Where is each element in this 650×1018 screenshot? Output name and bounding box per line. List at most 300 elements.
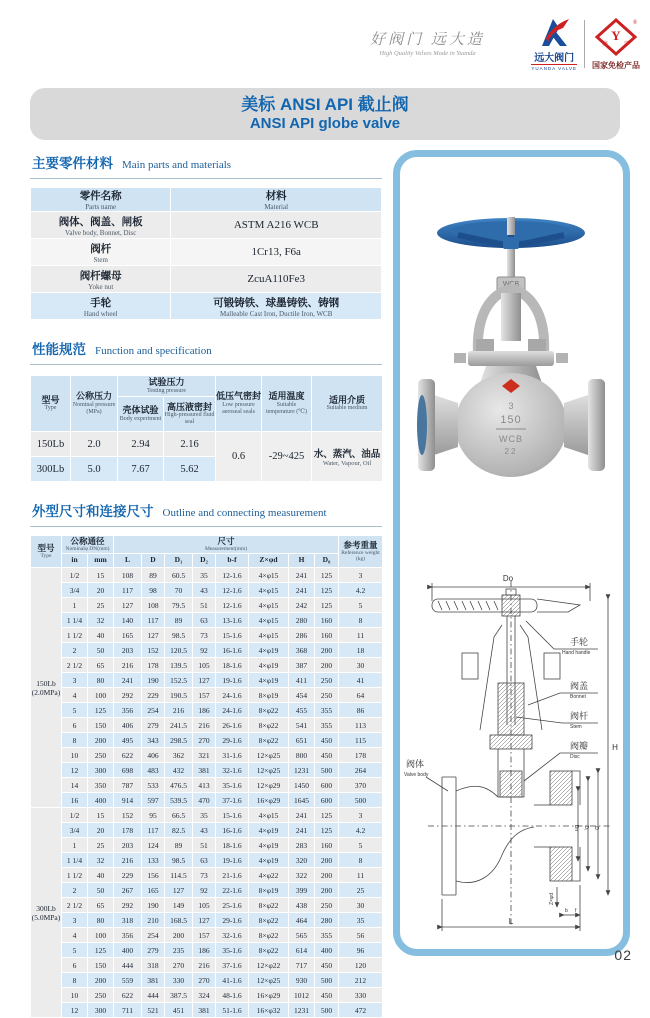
dims-cell: 14 [62,778,88,793]
dims-cell: 500 [315,973,339,988]
dims-cell: 8 [339,853,383,868]
yuanda-logo [531,16,577,71]
dims-cell: 65 [88,898,114,913]
dims-cell: 125 [315,598,339,613]
dims-cell: 356 [114,928,142,943]
svg-text:Y: Y [611,27,621,43]
handwheel-label-en: Hand handle [562,650,591,656]
dims-cell: 41 [339,673,383,688]
dims-cell: 200 [315,868,339,883]
dims-cell: 40 [88,628,114,643]
header-logos [531,16,640,71]
dims-cell: 229 [114,868,142,883]
yuanda-logo-name-cn: 远大阀门 [534,53,575,64]
dims-cell: 330 [165,973,193,988]
dims-cell: 190.5 [165,688,193,703]
dims-cell: 79.5 [165,598,193,613]
dims-cell: 92 [193,883,216,898]
dims-cell: 438 [289,898,315,913]
dims-cell: 30 [339,898,383,913]
dims-cell: 35 [193,568,216,583]
dims-cell: 500 [315,763,339,778]
dims-subcol-D: D [142,554,165,568]
dims-cell: 203 [114,643,142,658]
dims-cell: 12-1.6 [216,583,249,598]
dims-cell: 559 [114,973,142,988]
dims-cell: 117 [142,823,165,838]
dims-cell: 254 [142,928,165,943]
dims-cell: 200 [315,883,339,898]
dims-cell: 1450 [289,778,315,793]
materials-row [31,293,382,320]
dims-cell: 651 [289,733,315,748]
dims-cell: 127 [193,913,216,928]
dims-subcol-zd: Z×φd [249,554,289,568]
dims-cell: 254 [142,703,165,718]
dims-cell: 160 [315,628,339,643]
dims-cell: 2 [62,883,88,898]
dims-cell: 267 [114,883,142,898]
dims-cell: 190 [142,673,165,688]
dims-cell: 450 [315,988,339,1003]
dims-cell: 500 [315,1003,339,1018]
dims-cell: 1 1/2 [62,628,88,643]
disc-label-cn: 阀瓣 [570,741,589,751]
dims-cell: 165 [114,628,142,643]
dims-cell: 32-1.6 [216,763,249,778]
dims-cell: 12×φ29 [249,778,289,793]
dims-subcol-L: L [114,554,142,568]
dims-cell: 125 [315,568,339,583]
dims-cell: 521 [142,1003,165,1018]
dims-cell: 300 [88,1003,114,1018]
spec-col-body-test: 壳体试验 Body experiment [118,397,164,432]
dims-cell: 105 [193,658,216,673]
dims-cell: 37-1.6 [216,958,249,973]
dim-dn-label: Dn [573,824,579,832]
dims-row [31,853,383,868]
dims-group-label: 300Lb (5.0MPa) [31,808,62,1018]
dims-cell: 370 [339,778,383,793]
dims-cell: 4×φ19 [249,823,289,838]
dims-cell: 8×φ22 [249,913,289,928]
dims-row [31,643,383,658]
dims-cell: 89 [142,568,165,583]
dims-cell: 210 [142,913,165,928]
dims-cell: 242 [289,598,315,613]
spec-cell: 7.67 [118,457,164,482]
dims-cell: 125 [315,808,339,823]
materials-row [31,239,382,266]
dims-cell: 56 [339,928,383,943]
spec-cell: 2.0 [71,432,118,457]
dims-cell: 1645 [289,793,315,808]
dims-cell: 444 [114,958,142,973]
dims-cell: 120.5 [165,643,193,658]
brand-slogan [330,28,525,57]
dims-row [31,913,383,928]
dims-cell: 565 [289,928,315,943]
dims-cell: 5 [339,838,383,853]
dims-cell: 40 [88,868,114,883]
dims-subcol-in: in [62,554,88,568]
dims-row [31,823,383,838]
dims-cell: 464 [289,913,315,928]
dims-cell: 500 [339,793,383,808]
dims-cell: 8 [62,733,88,748]
dims-cell: 622 [114,988,142,1003]
dims-cell: 8×φ22 [249,898,289,913]
dims-row [31,928,383,943]
dims-cell: 292 [114,898,142,913]
dims-cell: 73 [193,868,216,883]
dims-cell: 2 1/2 [62,658,88,673]
gland-photo [501,293,521,341]
dims-cell: 29-1.6 [216,913,249,928]
dims-cell: 1231 [289,1003,315,1018]
dims-cell: 450 [315,748,339,763]
svg-text:150: 150 [500,414,522,426]
dims-col-measurement: 尺寸 Measurement(mm) [114,536,339,554]
dims-col-dn: 公称通径 Nominalφ DN(mm) [62,536,114,554]
materials-material-cell: 可锻铸铁、球墨铸铁、铸钢 Malleable Cast Iron, Ductile Iron, WCB [171,293,382,320]
dims-cell: 280 [315,913,339,928]
dims-cell: 1231 [289,763,315,778]
dims-cell: 127 [193,673,216,688]
dims-cell: 186 [193,943,216,958]
dims-cell: 20 [88,583,114,598]
dims-cell: 241 [289,568,315,583]
dims-cell: 60.5 [165,568,193,583]
dims-cell: 200 [88,973,114,988]
dims-cell: 406 [142,748,165,763]
dims-cell: 381 [142,973,165,988]
dimensions-table [30,535,383,1018]
dims-cell: 12×φ25 [249,748,289,763]
dims-cell: 476.5 [165,778,193,793]
dims-cell: 318 [142,958,165,973]
dims-cell: 31-1.6 [216,748,249,763]
dims-cell: 11 [339,628,383,643]
dims-cell: 717 [289,958,315,973]
dims-cell: 100 [88,688,114,703]
dims-cell: 43 [193,823,216,838]
dims-cell: 1/2 [62,568,88,583]
dims-cell: 4 [62,688,88,703]
dims-cell: 18-1.6 [216,658,249,673]
dims-cell: 160 [315,613,339,628]
dims-subcol-D1: D₁ [165,554,193,568]
dims-cell: 12 [62,1003,88,1018]
dims-cell: 48-1.6 [216,988,249,1003]
product-title-bar [30,88,620,140]
dim-zd-label: Z×φd [549,893,555,905]
dims-cell: 117 [114,583,142,598]
dims-cell: 8 [62,973,88,988]
dims-cell: 411 [289,673,315,688]
spec-cell: 300Lb [31,457,71,482]
materials-material-cell: ASTM A216 WCB [171,212,382,239]
spec-cell-temp: -29~425 [262,432,312,482]
dims-subcol-bf: b-f [216,554,249,568]
handwheel-label-cn: 手轮 [570,637,589,647]
dims-cell: 50 [88,643,114,658]
dims-row [31,703,383,718]
materials-row [31,266,382,293]
dims-row [31,958,383,973]
dims-cell: 18 [339,643,383,658]
dims-row [31,883,383,898]
dim-d-label: D [593,826,599,830]
dims-cell: 350 [88,778,114,793]
dims-cell: 43 [193,583,216,598]
dims-cell: 343 [142,733,165,748]
dims-cell: 160 [315,838,339,853]
dims-row [31,943,383,958]
dims-cell: 35 [193,808,216,823]
section-dimensions-header [30,496,382,527]
materials-col-material: 材料 Material [171,188,382,212]
dims-cell: 356 [114,703,142,718]
dims-cell: 12×φ25 [249,763,289,778]
dims-cell: 400 [88,793,114,808]
dims-cell: 6 [62,718,88,733]
slogan-chinese: 好阀门 远大造 [370,32,485,48]
dims-cell: 4×φ15 [249,628,289,643]
dims-cell: 200 [315,658,339,673]
dims-cell: 65 [88,658,114,673]
materials-part-cell: 阀杆螺母 Yoke nut [31,266,171,293]
dims-cell: 264 [339,763,383,778]
dims-cell: 114.5 [165,868,193,883]
dims-cell: 6 [62,958,88,973]
dims-cell: 4×φ22 [249,868,289,883]
dims-row [31,583,383,598]
spec-cell-air: 0.6 [216,432,262,482]
dims-cell: 4×φ19 [249,643,289,658]
dims-cell: 541 [289,718,315,733]
dims-cell: 157 [193,688,216,703]
dims-cell: 444 [142,988,165,1003]
dims-cell: 787 [114,778,142,793]
dims-cell: 25 [88,598,114,613]
dims-cell: 80 [88,913,114,928]
dims-cell: 13-1.6 [216,613,249,628]
spec-col-nominal-pressure: 公称压力 Nominal pressure (MPa) [71,376,118,432]
dims-row [31,793,383,808]
dims-cell: 270 [165,958,193,973]
dims-cell: 330 [339,988,383,1003]
dims-row [31,658,383,673]
section-spec-header [30,334,382,365]
dims-cell: 200 [315,643,339,658]
section-title-cn: 主要零件材料 [32,156,113,171]
section-title-en: Main parts and materials [122,159,232,171]
dims-row [31,838,383,853]
spec-row-150lb [31,432,383,457]
dims-cell: 35 [339,913,383,928]
dims-cell: 279 [142,943,165,958]
dims-subcol-D0: D₀ [315,554,339,568]
dims-cell: 41-1.6 [216,973,249,988]
dims-cell: 63 [193,853,216,868]
dims-cell: 600 [315,793,339,808]
dims-cell: 216 [114,853,142,868]
dims-cell: 455 [289,703,315,718]
dims-cell: 4 [62,928,88,943]
dims-cell: 3 [62,913,88,928]
dims-cell: 3/4 [62,583,88,598]
section-title-cn: 外型尺寸和连接尺寸 [32,504,154,519]
dims-cell: 279 [142,718,165,733]
dims-cell: 2 1/2 [62,898,88,913]
dims-cell: 1/2 [62,808,88,823]
dims-cell: 200 [165,928,193,943]
dims-row [31,718,383,733]
dims-cell: 1 1/2 [62,868,88,883]
dims-cell: 3/4 [62,823,88,838]
svg-text:亮: 亮 [601,41,609,48]
dims-cell: 216 [193,958,216,973]
dims-cell: 533 [142,778,165,793]
stem-label-en: Stem [570,724,582,730]
dims-cell: 19-1.6 [216,853,249,868]
dims-cell: 800 [289,748,315,763]
dims-cell: 280 [289,613,315,628]
svg-text:WCB: WCB [502,281,520,288]
dims-cell: 8×φ19 [249,688,289,703]
dims-cell: 63 [193,613,216,628]
dims-cell: 400 [315,943,339,958]
yuanda-logo-icon [534,16,574,48]
dims-cell: 89 [165,838,193,853]
dims-cell: 125 [315,583,339,598]
dims-cell: 16-1.6 [216,643,249,658]
dim-h-label: H [612,743,618,752]
dims-cell: 622 [114,748,142,763]
dims-subcol-mm: mm [88,554,114,568]
dims-cell: 127 [142,628,165,643]
dims-cell: 4.2 [339,583,383,598]
dims-cell: 115 [339,733,383,748]
valve-drawing [402,565,622,945]
dims-cell: 432 [165,763,193,778]
dims-cell: 399 [289,883,315,898]
stem-label-cn: 阀杆 [570,711,589,721]
dims-cell: 64 [339,688,383,703]
dim-b-label: b [565,908,568,914]
spec-col-testing-pressure: 试验压力 Testing pressure [118,376,216,397]
bonnet-photo [454,339,568,366]
spec-cell: 5.62 [164,457,216,482]
dims-cell: 11 [339,868,383,883]
product-image-panel [393,150,630,956]
dims-cell: 51 [193,838,216,853]
dims-cell: 241.5 [165,718,193,733]
dims-cell: 4×φ15 [249,568,289,583]
dims-cell: 8×φ19 [249,883,289,898]
valve-photo [410,193,613,523]
dims-cell: 930 [289,973,315,988]
dims-cell: 451 [165,1003,193,1018]
dims-cell: 600 [315,778,339,793]
dims-cell: 270 [193,733,216,748]
product-title-english: ANSI API globe valve [249,115,401,133]
dims-cell: 152.5 [165,673,193,688]
registered-mark: ® [632,19,638,26]
dims-cell: 178 [142,658,165,673]
dims-cell: 235 [165,943,193,958]
dims-cell: 5 [62,943,88,958]
dims-cell: 406 [114,718,142,733]
dims-cell: 95 [142,808,165,823]
svg-text:WCB: WCB [499,434,523,444]
materials-table [30,187,382,320]
dims-cell: 150 [88,958,114,973]
dims-cell: 2 [62,643,88,658]
dims-cell: 108 [142,598,165,613]
dims-cell: 156 [142,868,165,883]
dims-cell: 250 [88,988,114,1003]
dims-cell: 8×φ22 [249,703,289,718]
spec-cell: 2.94 [118,432,164,457]
body-label-cn: 阀体 [406,759,425,769]
dims-cell: 98.5 [165,853,193,868]
dims-cell: 203 [114,838,142,853]
dims-cell: 15-1.6 [216,808,249,823]
dims-col-weight: 参考重量 Reference weight (kg) [339,536,383,568]
dims-cell: 200 [88,733,114,748]
dims-cell: 15 [88,568,114,583]
dims-row [31,598,383,613]
dims-cell: 381 [193,763,216,778]
dims-cell: 8 [339,613,383,628]
dims-cell: 470 [193,793,216,808]
dims-cell: 698 [114,763,142,778]
spec-col-aeroseal: 低压气密封 Low pressure aeroseal seals [216,376,262,432]
dims-cell: 108 [114,568,142,583]
dims-cell: 8×φ22 [249,928,289,943]
dims-cell: 26-1.6 [216,718,249,733]
dims-cell: 472 [339,1003,383,1018]
spec-cell: 150Lb [31,432,71,457]
dims-row [31,673,383,688]
dims-cell: 50 [88,883,114,898]
dims-cell: 12 [62,763,88,778]
page-number: 02 [614,947,632,963]
dims-cell: 212 [339,973,383,988]
dims-cell: 229 [142,688,165,703]
dims-cell: 113 [339,718,383,733]
dims-cell: 4.2 [339,823,383,838]
dims-cell: 125 [88,943,114,958]
dims-cell: 89 [165,613,193,628]
dims-cell: 1 1/4 [62,853,88,868]
materials-part-cell: 阀体、阀盖、闸板 Valve body, Bonnet, Disc [31,212,171,239]
dims-cell: 1 [62,838,88,853]
dims-row [31,898,383,913]
dims-cell: 355 [315,718,339,733]
dims-cell: 4×φ15 [249,598,289,613]
dims-cell: 200 [315,853,339,868]
dims-cell: 133 [142,853,165,868]
dims-cell: 216 [114,658,142,673]
dims-cell: 4×φ19 [249,673,289,688]
dims-cell: 190 [142,898,165,913]
dims-cell: 322 [289,868,315,883]
dims-cell: 241 [289,823,315,838]
dims-cell: 250 [88,748,114,763]
